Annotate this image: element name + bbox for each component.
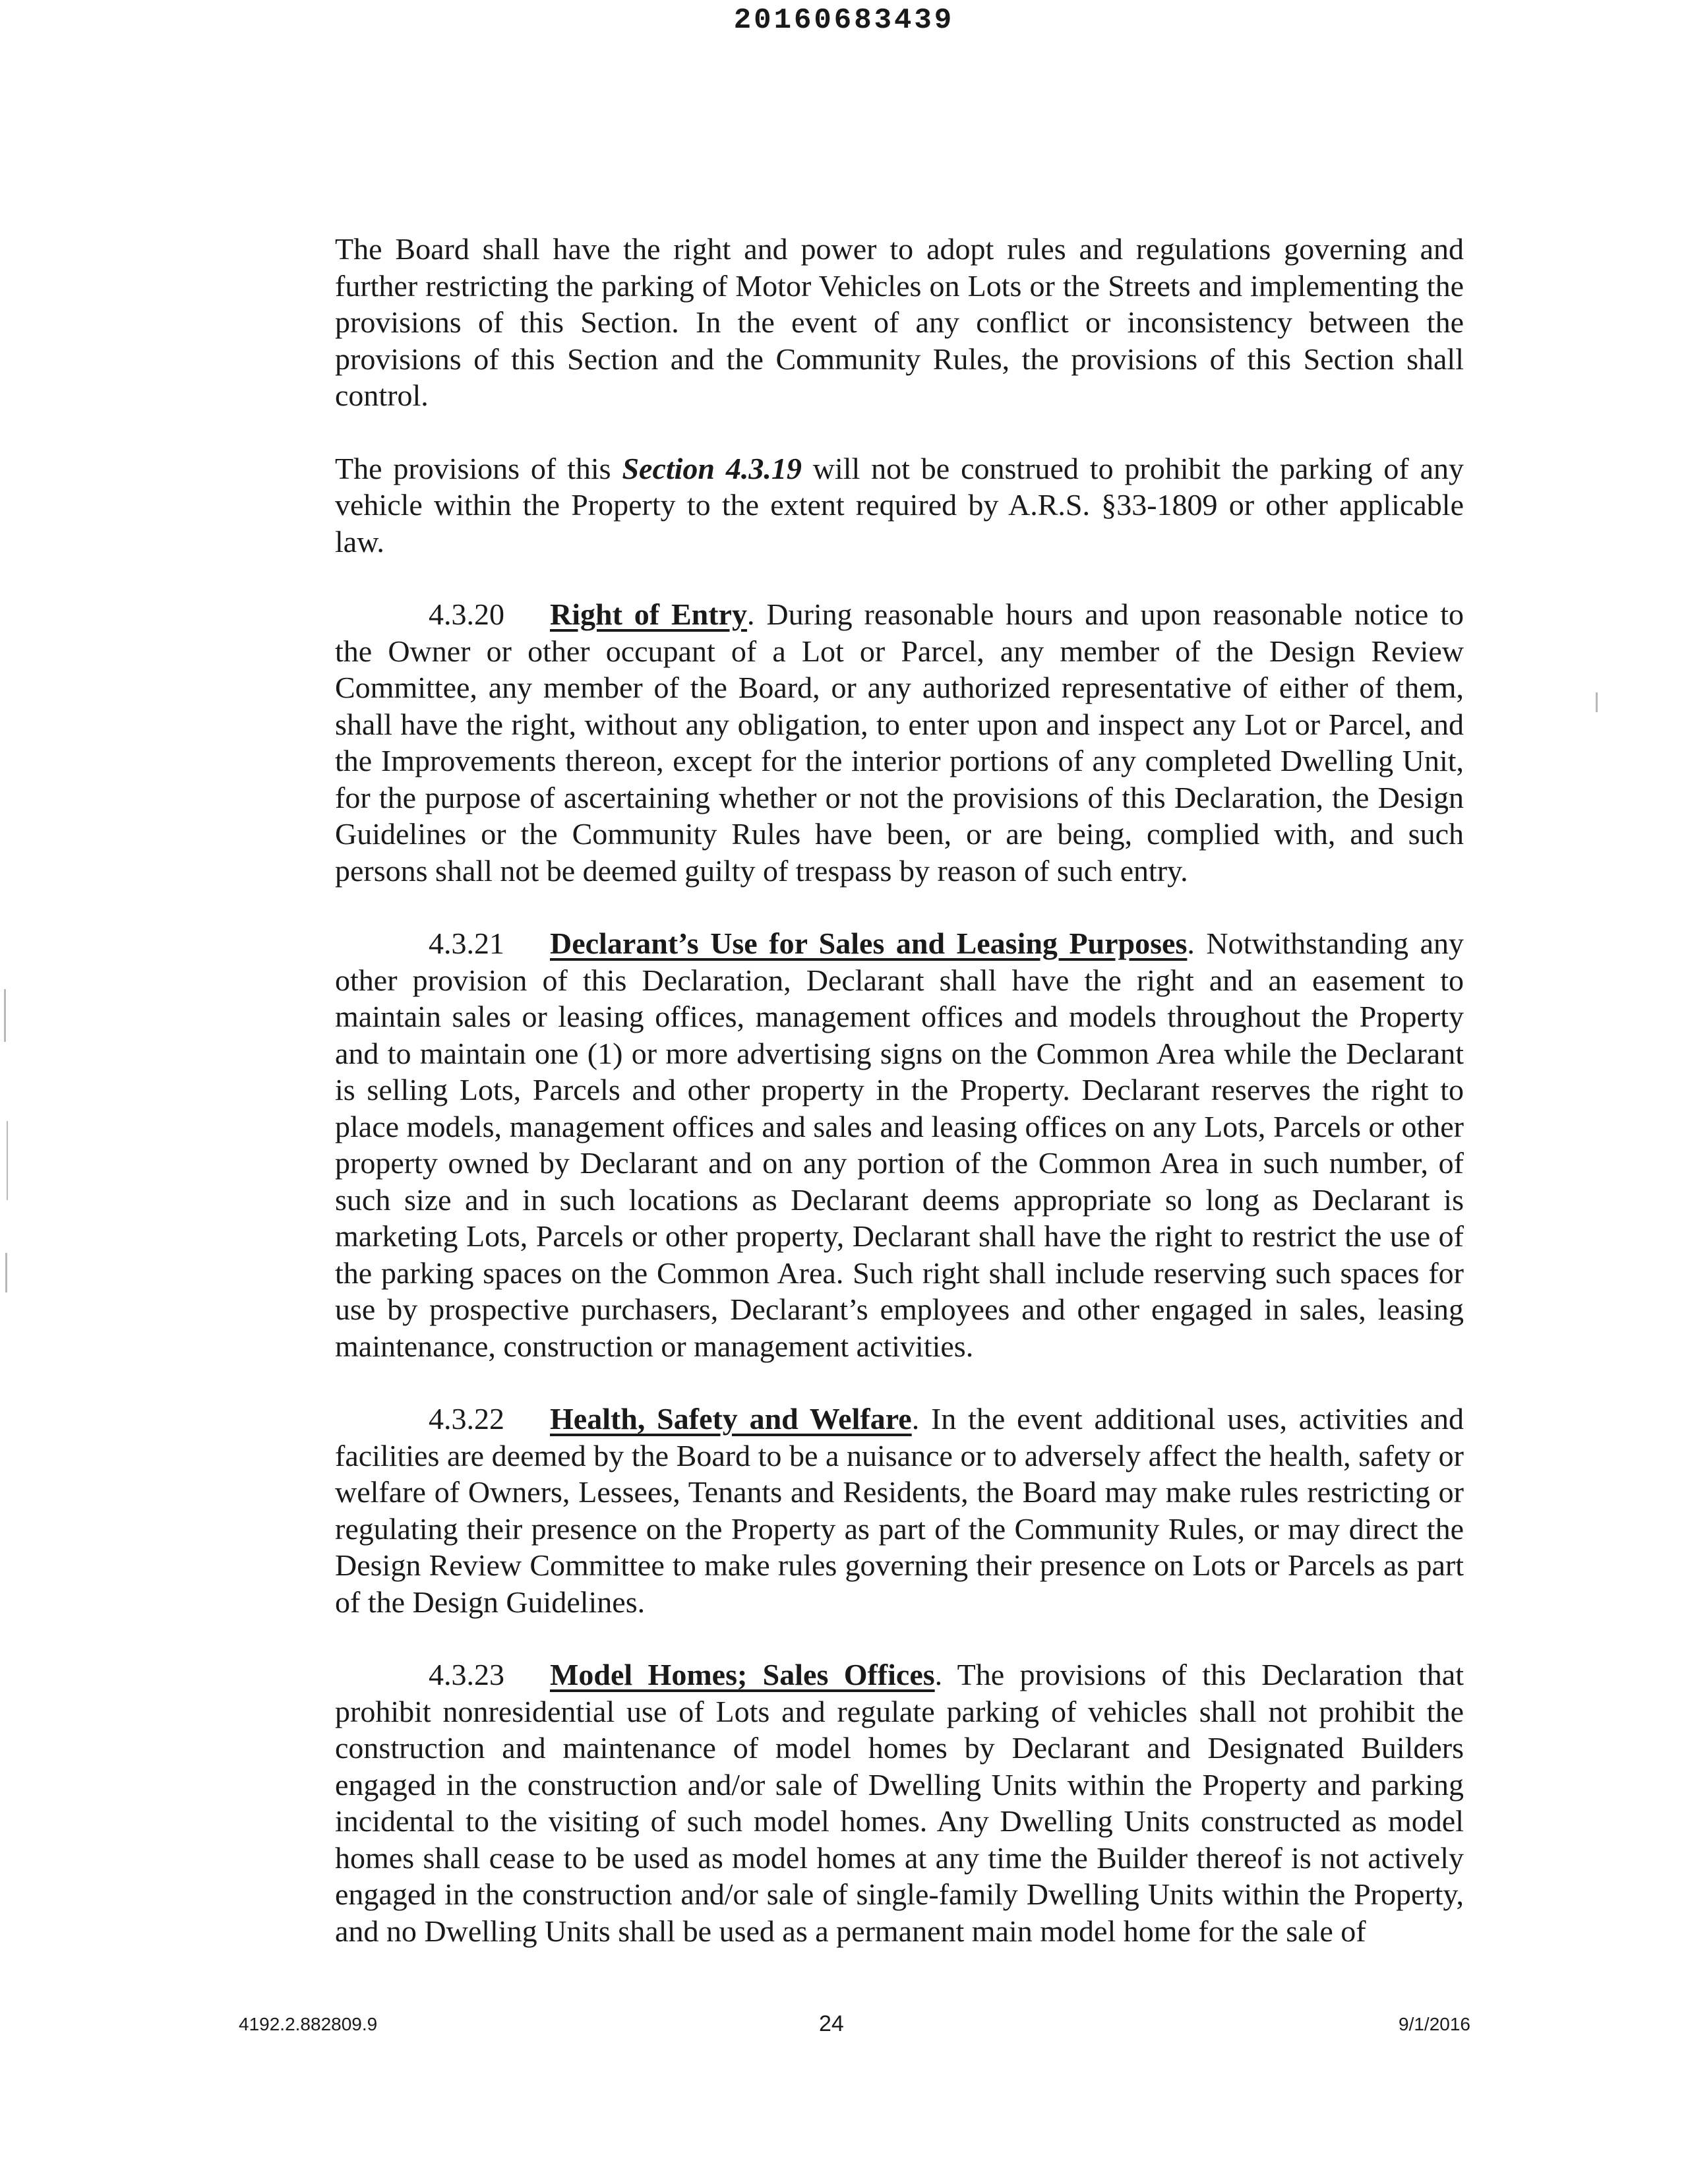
section-number: 4.3.22 xyxy=(429,1402,504,1436)
paragraph-text: The provisions of this xyxy=(335,451,622,485)
footer-date: 9/1/2016 xyxy=(1399,2014,1470,2034)
paragraph-parking-rules: The Board shall have the right and power to adopt rules and regulations governing and further restricting the parking of Motor Vehicles on Lots or the Streets and implementing the provisions of this Section. In the event of any conflict or inconsistency between the provisions of this Section and the Community Rules, the provisions of this Section shall control. xyxy=(335,232,1464,412)
section-text: . During reasonable hours and upon reasonable notice to the Owner or other occupant of a Lot or Parcel, any member of the Design Review Committee, any member of the Board, or any authorized representative of either of them, shall have the right, without any obligation, to enter upon and inspect any Lot or Parcel, and the Improvements thereon, except for the interior portions of any completed Dwelling Unit, for the purpose of ascertaining whether or not the provisions of this Declaration, the Design Guidelines or the Community Rules have been, or are being, complied with, and such persons shall not be deemed guilty of trespass by reason of such entry. xyxy=(335,597,1464,888)
scan-speck xyxy=(7,1121,8,1200)
scan-speck xyxy=(4,989,6,1042)
document-body xyxy=(335,231,1464,1986)
section-4-3-22 xyxy=(335,1401,1464,1620)
scan-speck xyxy=(1596,692,1598,712)
section-number: 4.3.20 xyxy=(429,597,504,631)
section-4-3-20 xyxy=(335,596,1464,889)
footer-page-number: 24 xyxy=(819,2011,844,2036)
scan-speck xyxy=(5,1253,7,1292)
section-number: 4.3.23 xyxy=(429,1658,504,1691)
section-4-3-23 xyxy=(335,1656,1464,1949)
document-number: 20160683439 xyxy=(733,4,955,37)
section-text: . In the event additional uses, activities and facilities are deemed by the Board to be a nuisance or to adversely affect the health, safety or welfare of Owners, Lessees, Tenants and Residents, the Board may make rules restricting or regulating their presence on the Property as part of the Community Rules, or may direct the Design Review Committee to make rules governing their presence on Lots or Parcels as part of the Design Guidelines. xyxy=(335,1402,1464,1619)
section-heading: Declarant’s Use for Sales and Leasing Purposes xyxy=(550,926,1188,960)
section-text: . Notwithstanding any other provision of this Declaration, Declarant shall have the right and an easement to maintain sales or leasing offices, management offices and models throughout the Property and to maintain one (1) or more advertising signs on the Common Area while the Declarant is selling Lots, Parcels and other property in the Property. Declarant reserves the right to place models, management offices and sales and leasing offices on any Lots, Parcels or other property owned by Declarant and on any portion of the Common Area in such number, of such size and in such locations as Declarant deems appropriate so long as Declarant is marketing Lots, Parcels or other property, Declarant shall have the right to restrict the use of the parking spaces on the Common Area. Such right shall include reserving such spaces for use by prospective purchasers, Declarant’s employees and other engaged in sales, leasing maintenance, construction or management activities. xyxy=(335,926,1464,1363)
paragraph-text: will not be construed to prohibit the parking of any vehicle within the Property to the extent required by A.R.S. §33-1809 or other applicable law. xyxy=(335,451,1464,559)
section-reference: Section 4.3.19 xyxy=(622,451,802,485)
section-heading: Right of Entry xyxy=(550,597,747,631)
section-heading: Health, Safety and Welfare xyxy=(550,1402,912,1436)
paragraph-section-reference xyxy=(335,450,1464,561)
section-text: . The provisions of this Declaration that prohibit nonresidential use of Lots and regulate parking of vehicles shall not prohibit the construction and maintenance of model homes by Declarant and Designated Builders engaged in the construction and/or sale of Dwelling Units within the Property and parking incidental to the visiting of such model homes. Any Dwelling Units constructed as model homes shall cease to be used as model homes at any time the Builder thereof is not actively engaged in the construction and/or sale of single-family Dwelling Units within the Property, and no Dwelling Units shall be used as a permanent main model home for the sale of xyxy=(335,1658,1464,1948)
footer-doc-id: 4192.2.882809.9 xyxy=(239,2014,378,2034)
section-heading: Model Homes; Sales Offices xyxy=(550,1658,935,1691)
section-number: 4.3.21 xyxy=(429,926,504,960)
section-4-3-21 xyxy=(335,925,1464,1364)
